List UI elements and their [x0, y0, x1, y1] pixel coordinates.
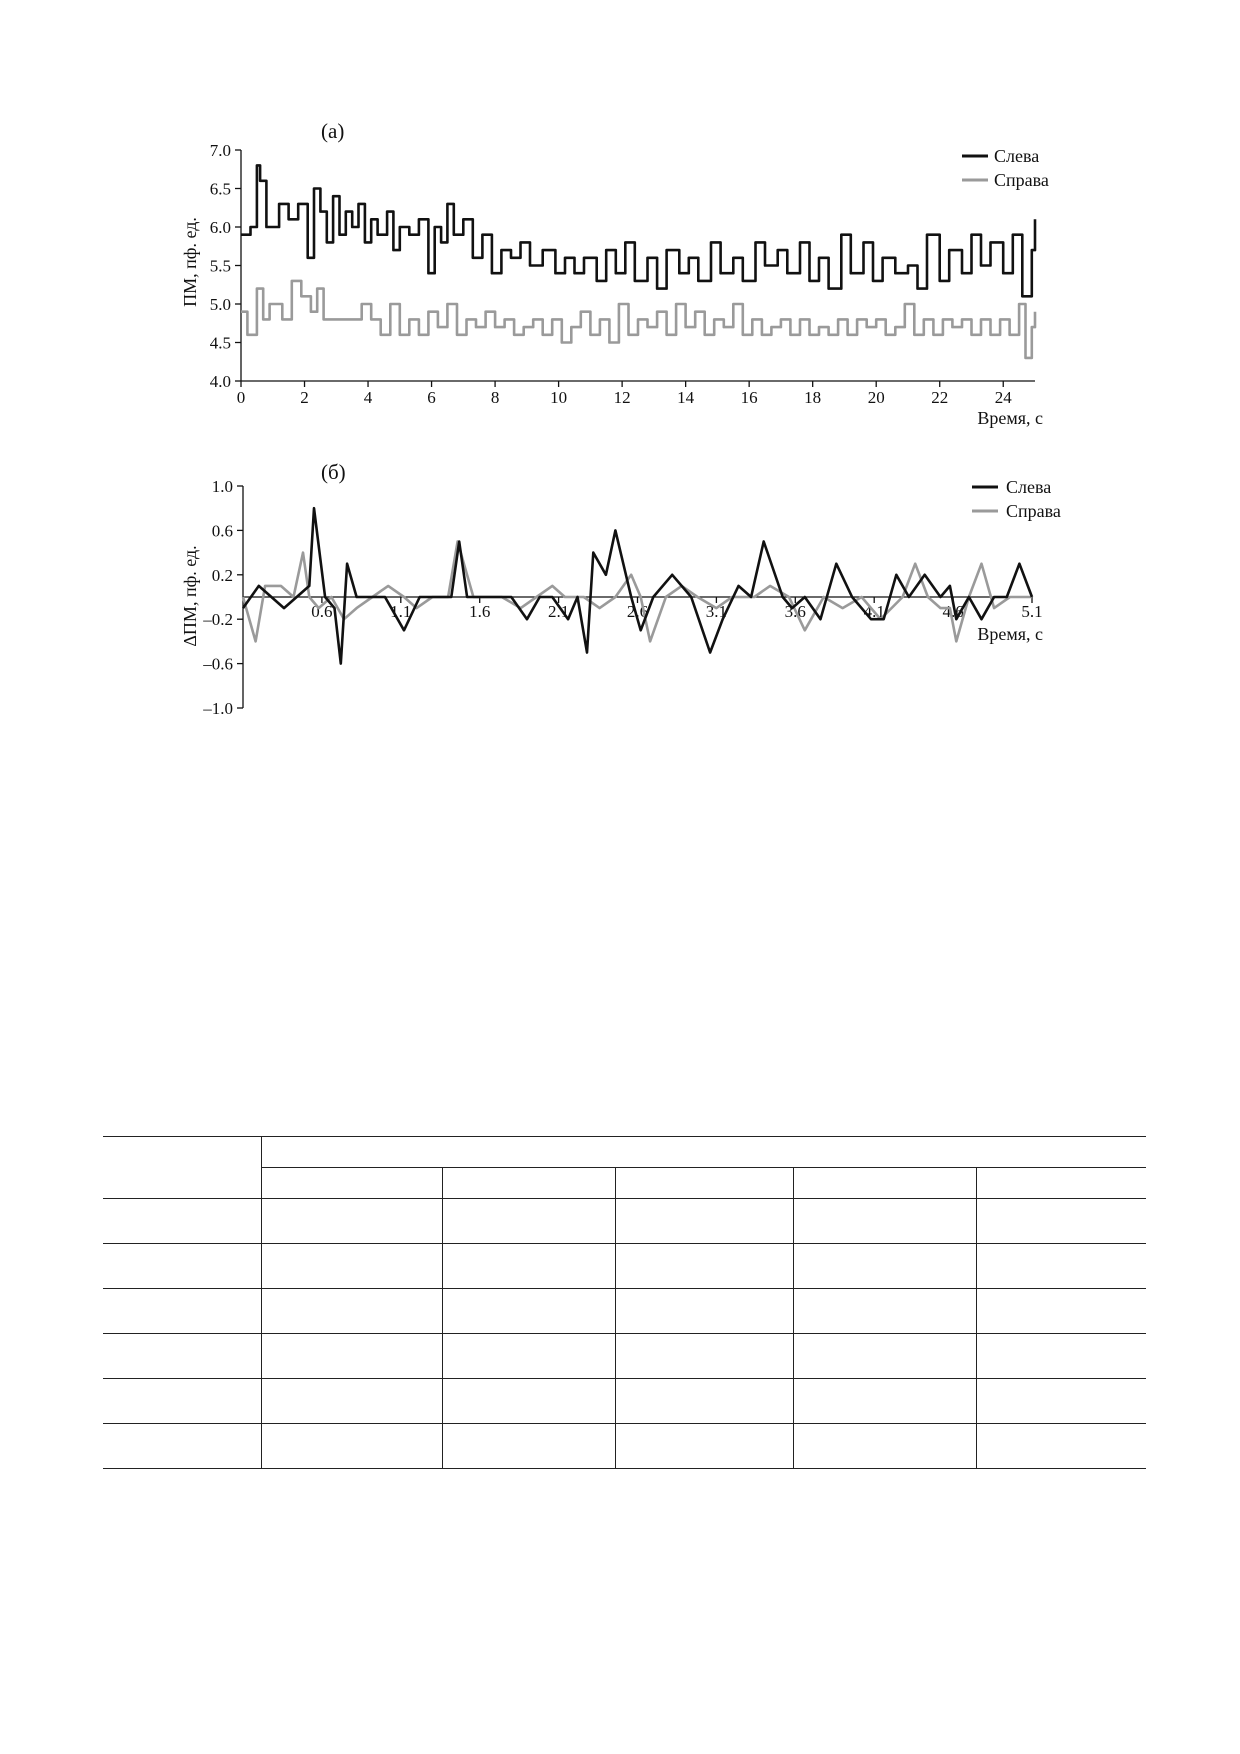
y-tick-label: 4.5 — [209, 333, 231, 353]
chart-a-legend-right: Справа — [994, 170, 1049, 190]
chart-figure — [0, 0, 1240, 760]
chart-a-legend — [962, 146, 1049, 190]
series-line-left — [241, 165, 1035, 296]
table-cell — [103, 1199, 261, 1244]
table-cell — [261, 1289, 442, 1334]
table-cell — [976, 1244, 1146, 1289]
table-cell — [793, 1289, 976, 1334]
y-tick-label: 5.5 — [209, 256, 231, 276]
table-cell — [976, 1289, 1146, 1334]
table-row — [103, 1199, 1146, 1244]
table-cell — [103, 1289, 261, 1334]
table-cell — [976, 1199, 1146, 1244]
x-tick-label: 0 — [236, 388, 246, 407]
table-cell — [442, 1244, 615, 1289]
table-cell — [442, 1199, 615, 1244]
table-row — [103, 1379, 1146, 1424]
table-cell — [442, 1379, 615, 1424]
chart-a — [180, 119, 1049, 428]
x-tick-label: 1.1 — [390, 602, 412, 621]
y-tick-label: 5.0 — [209, 295, 231, 314]
x-tick-label: 2 — [300, 388, 309, 407]
table-cell — [793, 1199, 976, 1244]
table-cell — [615, 1289, 793, 1334]
table-cell — [442, 1334, 615, 1379]
chart-a-series — [241, 165, 1035, 358]
chart-a-xlabel: Время, с — [977, 408, 1043, 428]
x-tick-label: 4.1 — [863, 602, 885, 621]
x-tick-label: 3.6 — [784, 602, 806, 621]
table-cell — [615, 1168, 793, 1199]
table-cell — [261, 1424, 442, 1469]
table-cell — [793, 1424, 976, 1469]
chart-b-axes — [202, 477, 1042, 718]
table-row — [103, 1244, 1146, 1289]
table-cell — [442, 1424, 615, 1469]
table-cell — [103, 1424, 261, 1469]
x-tick-label: 18 — [804, 388, 822, 407]
table-cell — [793, 1168, 976, 1199]
table-cell — [976, 1379, 1146, 1424]
table-cell — [261, 1379, 442, 1424]
x-tick-label: 22 — [931, 388, 949, 407]
table-cell — [615, 1424, 793, 1469]
x-tick-label: 4.6 — [942, 602, 964, 621]
chart-b-panel-label: (б) — [321, 460, 346, 484]
x-tick-label: 8 — [490, 388, 500, 407]
table-cell — [793, 1244, 976, 1289]
table-cell — [976, 1168, 1146, 1199]
y-tick-label: 7.0 — [209, 141, 231, 160]
series-line-right — [241, 281, 1035, 358]
chart-b-legend — [972, 477, 1061, 521]
chart-b — [180, 460, 1061, 718]
table-cell — [103, 1137, 261, 1199]
chart-a-panel-label: (a) — [321, 119, 345, 143]
x-tick-label: 2.1 — [547, 602, 570, 621]
x-tick-label: 14 — [677, 388, 695, 407]
table-row — [103, 1334, 1146, 1379]
x-tick-label: 0.6 — [311, 602, 333, 621]
x-tick-label: 6 — [427, 388, 436, 407]
table-cell — [103, 1379, 261, 1424]
x-tick-label: 2.6 — [626, 602, 649, 621]
table-cell — [615, 1199, 793, 1244]
table-cell — [615, 1334, 793, 1379]
y-tick-label: 0.2 — [211, 565, 233, 585]
chart-b-series — [243, 508, 1032, 663]
table-cell — [261, 1199, 442, 1244]
x-tick-label: 4 — [363, 388, 373, 407]
y-tick-label: 1.0 — [211, 477, 233, 496]
x-tick-label: 20 — [867, 388, 885, 407]
y-tick-label: –1.0 — [203, 699, 233, 718]
table-cell — [261, 1244, 442, 1289]
table-cell — [442, 1289, 615, 1334]
table-cell — [261, 1137, 1146, 1168]
chart-a-ylabel: ПМ, пф. ед. — [180, 217, 200, 307]
y-tick-label: –0.6 — [203, 654, 233, 674]
table-cell — [615, 1379, 793, 1424]
x-tick-label: 3.1 — [705, 602, 728, 621]
chart-b-legend-right: Справа — [1006, 501, 1061, 521]
series-line-left — [243, 508, 1032, 663]
y-tick-label: 4.0 — [209, 372, 231, 391]
table-cell — [103, 1334, 261, 1379]
y-tick-label: 6.5 — [209, 179, 231, 199]
chart-a-legend-left: Слева — [994, 146, 1040, 166]
empty-table — [103, 1136, 1146, 1469]
chart-b-ylabel: ΔПМ, пф. ед. — [180, 545, 200, 647]
x-tick-label: 10 — [550, 388, 568, 407]
table-header-row — [103, 1137, 1146, 1168]
table-cell — [261, 1334, 442, 1379]
x-tick-label: 5.1 — [1021, 602, 1043, 621]
x-tick-label: 24 — [994, 388, 1012, 407]
y-tick-label: 6.0 — [209, 218, 231, 237]
x-tick-label: 12 — [613, 388, 631, 407]
y-tick-label: –0.2 — [203, 610, 233, 630]
x-tick-label: 16 — [740, 388, 758, 407]
table-cell — [615, 1244, 793, 1289]
table-row — [103, 1424, 1146, 1469]
table-cell — [793, 1334, 976, 1379]
table-cell — [261, 1168, 442, 1199]
table-cell — [442, 1168, 615, 1199]
table-cell — [793, 1379, 976, 1424]
table-cell — [103, 1244, 261, 1289]
chart-b-legend-left: Слева — [1006, 477, 1052, 497]
table-cell — [976, 1424, 1146, 1469]
chart-b-xlabel: Время, с — [977, 624, 1043, 644]
table-row — [103, 1289, 1146, 1334]
y-tick-label: 0.6 — [211, 521, 233, 541]
x-tick-label: 1.6 — [469, 602, 491, 621]
table-cell — [976, 1334, 1146, 1379]
